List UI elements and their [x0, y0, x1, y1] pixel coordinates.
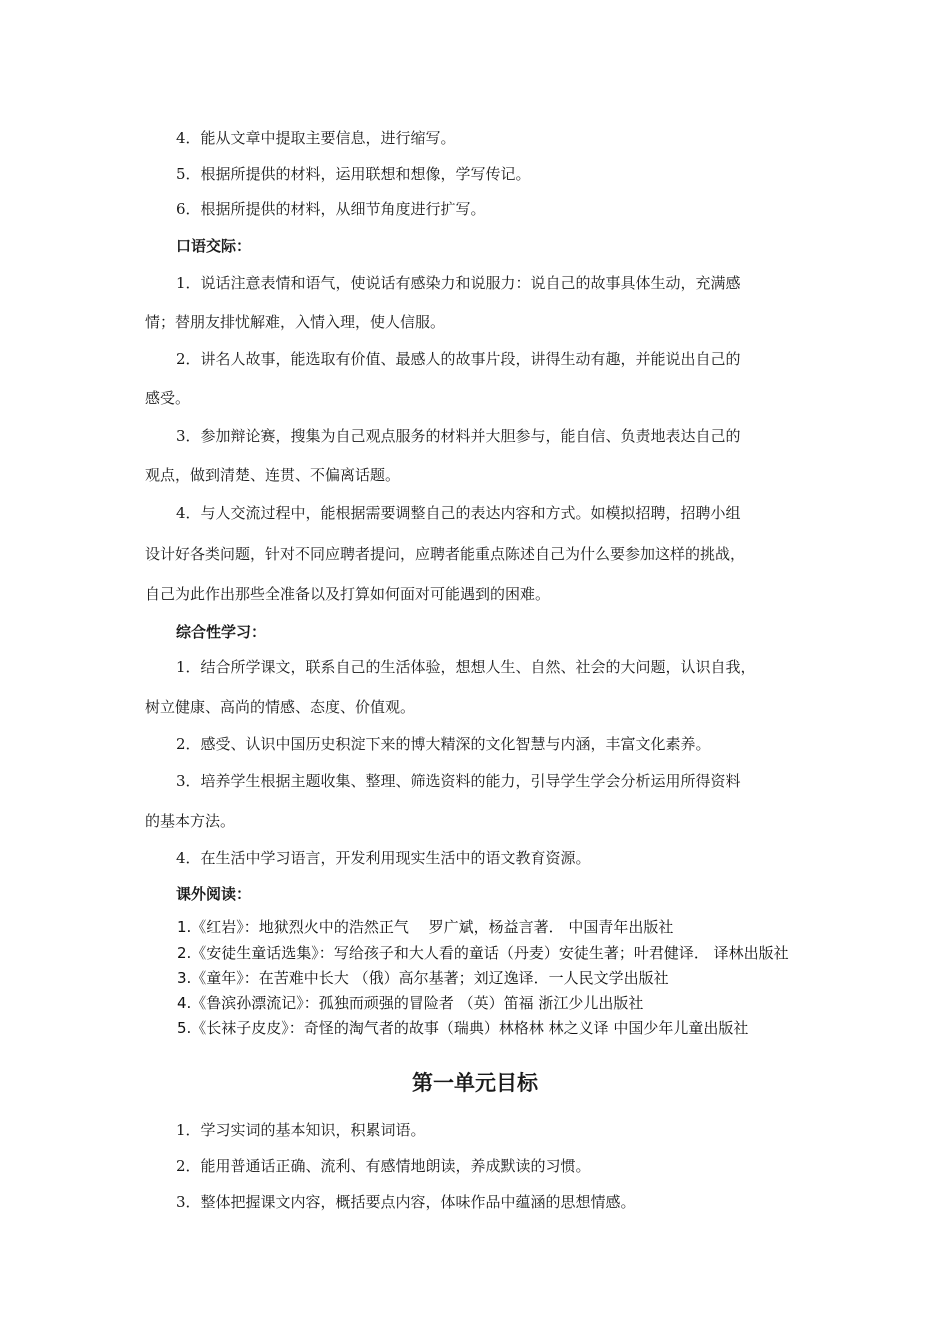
comprehensive-line-2: 树立健康、高尚的情感、态度、价值观。	[145, 698, 416, 716]
reading-heading: 课外阅读：	[176, 885, 252, 903]
comprehensive-line-3: 2．感受、认识中国历史积淀下来的博大精深的文化智慧与内涵，丰富文化素养。	[176, 735, 711, 753]
oral-line-8: 设计好各类问题，针对不同应聘者提问，应聘者能重点陈述自己为什么要参加这样的挑战，	[145, 545, 746, 563]
comprehensive-line-6: 4．在生活中学习语言，开发利用现实生活中的语文教育资源。	[176, 849, 591, 867]
unit-goal-2: 2．能用普通话正确、流利、有感情地朗读，养成默读的习惯。	[176, 1157, 591, 1175]
oral-line-4: 感受。	[145, 389, 191, 407]
writing-item-4: 4．能从文章中提取主要信息，进行缩写。	[176, 129, 456, 147]
comprehensive-line-4: 3．培养学生根据主题收集、整理、筛选资料的能力，引导学生学会分析运用所得资料	[176, 772, 741, 790]
book-item-3: 3.《童年》：在苦难中长大 （俄）高尔基著；刘辽逸译．一人民文学出版社	[177, 969, 669, 987]
book-item-1: 1.《红岩》：地狱烈火中的浩然正气 罗广斌，杨益言著． 中国青年出版社	[177, 918, 674, 936]
unit-title: 第一单元目标	[412, 1071, 538, 1095]
writing-item-6: 6．根据所提供的材料，从细节角度进行扩写。	[176, 200, 486, 218]
oral-heading: 口语交际：	[176, 237, 252, 255]
oral-line-6: 观点，做到清楚、连贯、不偏离话题。	[145, 466, 401, 484]
unit-goal-3: 3．整体把握课文内容，概括要点内容，体味作品中蕴涵的思想情感。	[176, 1193, 636, 1211]
oral-line-9: 自己为此作出那些全准备以及打算如何面对可能遇到的困难。	[145, 585, 551, 603]
oral-line-7: 4．与人交流过程中，能根据需要调整自己的表达内容和方式。如模拟招聘，招聘小组	[176, 504, 741, 522]
book-item-2: 2.《安徒生童话选集》：写给孩子和大人看的童话（丹麦）安徒生著；叶君健译． 译林出版社	[177, 944, 789, 962]
comprehensive-line-1: 1．结合所学课文，联系自己的生活体验，想想人生、自然、社会的大问题，认识自我，	[176, 658, 756, 676]
comprehensive-line-5: 的基本方法。	[145, 812, 236, 830]
book-item-5: 5.《长袜子皮皮》：奇怪的淘气者的故事（瑞典）林格林 林之义译 中国少年儿童出版社	[177, 1019, 749, 1037]
comprehensive-heading: 综合性学习：	[176, 623, 267, 641]
book-item-4: 4.《鲁滨孙漂流记》：孤独而顽强的冒险者 （英）笛福 浙江少儿出版社	[177, 994, 644, 1012]
oral-line-1: 1．说话注意表情和语气，使说话有感染力和说服力：说自己的故事具体生动，充满感	[176, 274, 741, 292]
unit-goal-1: 1．学习实词的基本知识，积累词语。	[176, 1121, 426, 1139]
writing-item-5: 5．根据所提供的材料，运用联想和想像，学写传记。	[176, 165, 531, 183]
oral-line-3: 2．讲名人故事，能选取有价值、最感人的故事片段，讲得生动有趣，并能说出自己的	[176, 350, 741, 368]
oral-line-5: 3．参加辩论赛，搜集为自己观点服务的材料并大胆参与，能自信、负责地表达自己的	[176, 427, 741, 445]
oral-line-2: 情；替朋友排忧解难，入情入理，使人信服。	[145, 313, 446, 331]
